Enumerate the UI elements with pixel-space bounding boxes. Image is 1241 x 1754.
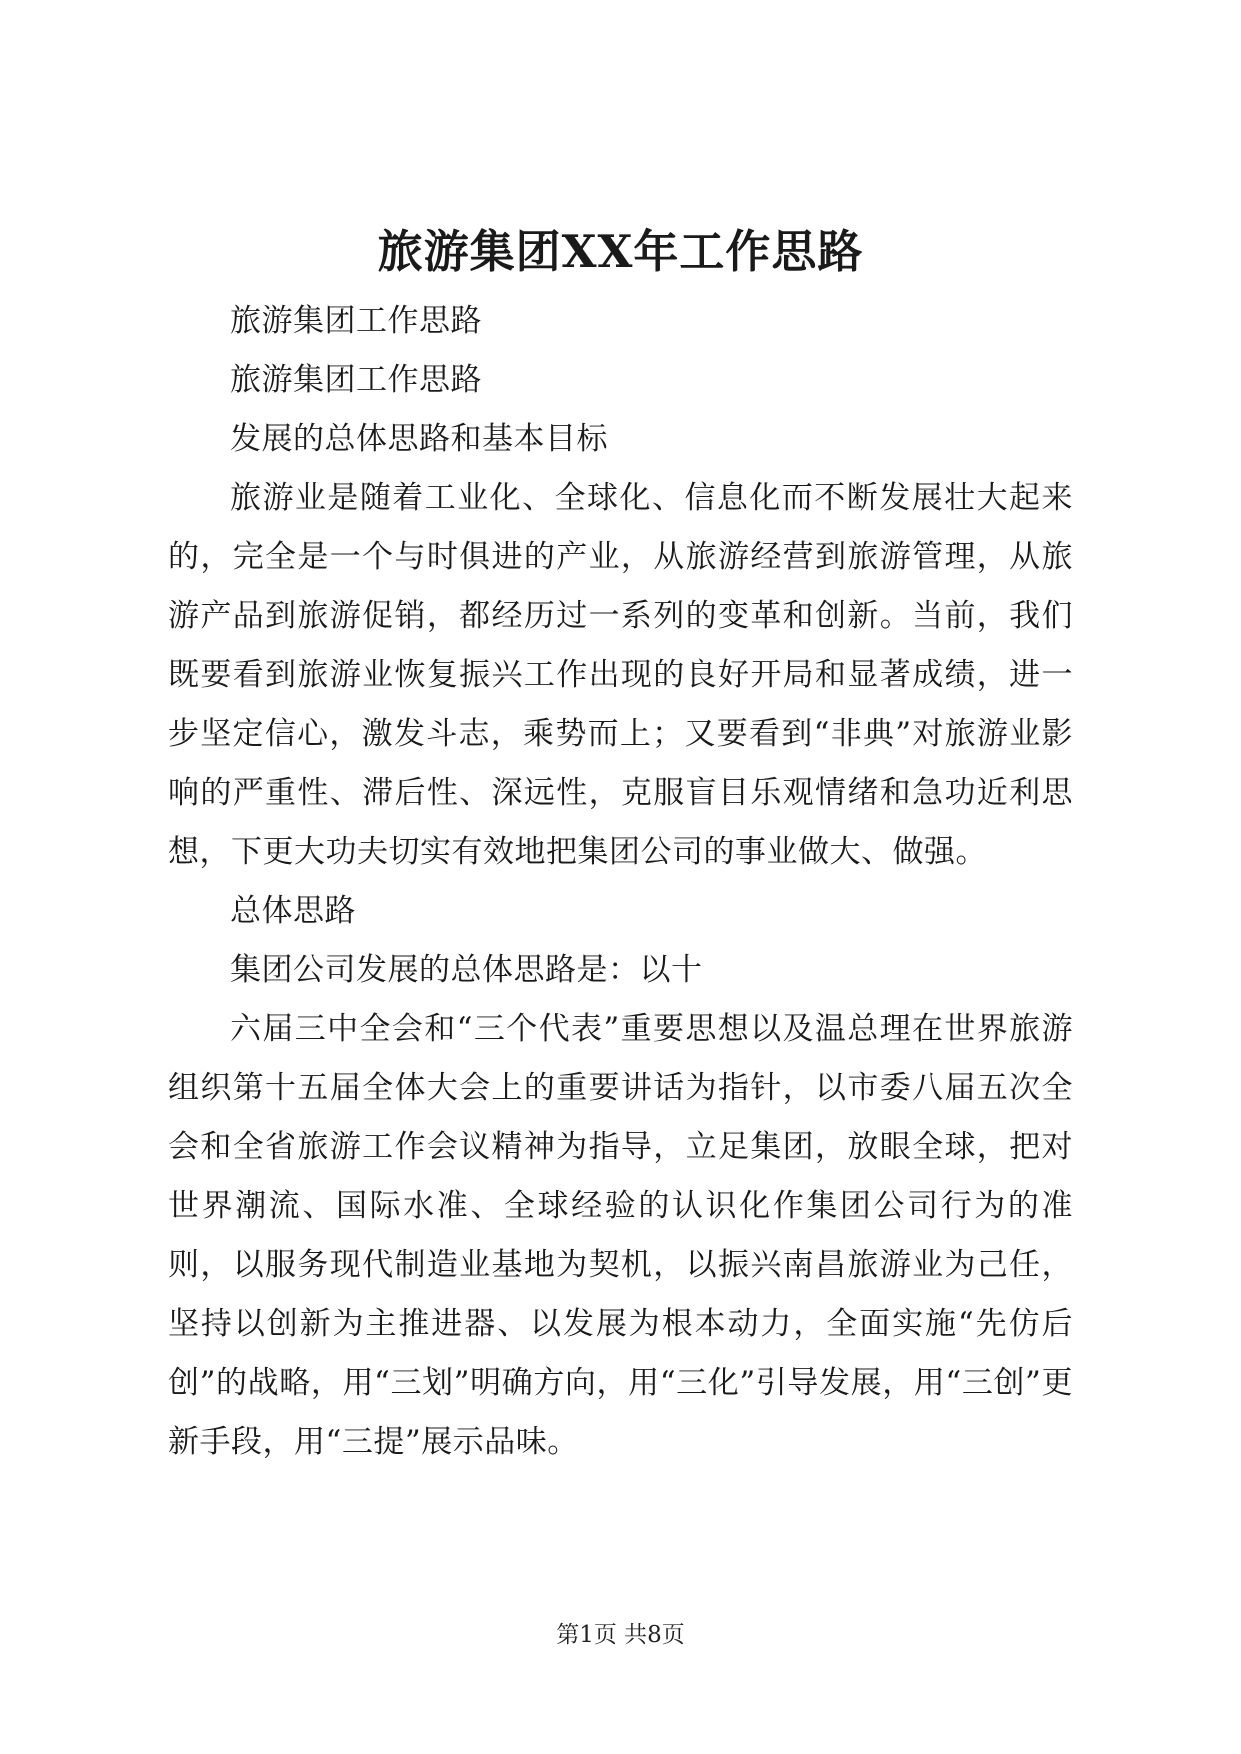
document-title: 旅游集团XX年工作思路 — [377, 225, 864, 278]
paragraph: 旅游集团工作思路 — [230, 303, 482, 339]
section-heading: 发展的总体思路和基本目标 — [230, 421, 608, 457]
paragraph: 集团公司发展的总体思路是：以十 — [230, 952, 703, 988]
paragraph: 旅游业是随着工业化、全球化、信息化而不断发展壮大起来的，完全是一个与时俱进的产业，从旅游经营到旅游管理，从旅游产品到旅游促销，都经历过一系列的变革和创新。当前，我们既要看到旅游业恢复振兴工作出现的良好开局和显著成绩，进一步坚定信心，激发斗志，乘势而上；又要看到“非典”对旅游业影响的严重性、滞后性、深远性，克服盲目乐观情绪和急功近利思想，下更大功夫切实有效地把集团公司的事业做大、做强。 — [168, 480, 1073, 870]
page-footer: 第1页 共8页 — [556, 1622, 685, 1648]
paragraph: 六届三中全会和“三个代表”重要思想以及温总理在世界旅游组织第十五届全体大会上的重要讲话为指针，以市委八届五次全会和全省旅游工作会议精神为指导，立足集团，放眼全球，把对世界潮流、国际水准、全球经验的认识化作集团公司行为的准则，以服务现代制造业基地为契机，以振兴南昌旅游业为己任，坚持以创新为主推进器、以发展为根本动力，全面实施“先仿后创”的战略，用“三划”明确方向，用“三化”引导发展，用“三创”更新手段，用“三提”展示品味。 — [168, 1011, 1073, 1460]
document-body — [168, 292, 1073, 1472]
paragraph: 旅游集团工作思路 — [230, 362, 482, 398]
section-heading: 总体思路 — [230, 893, 356, 929]
